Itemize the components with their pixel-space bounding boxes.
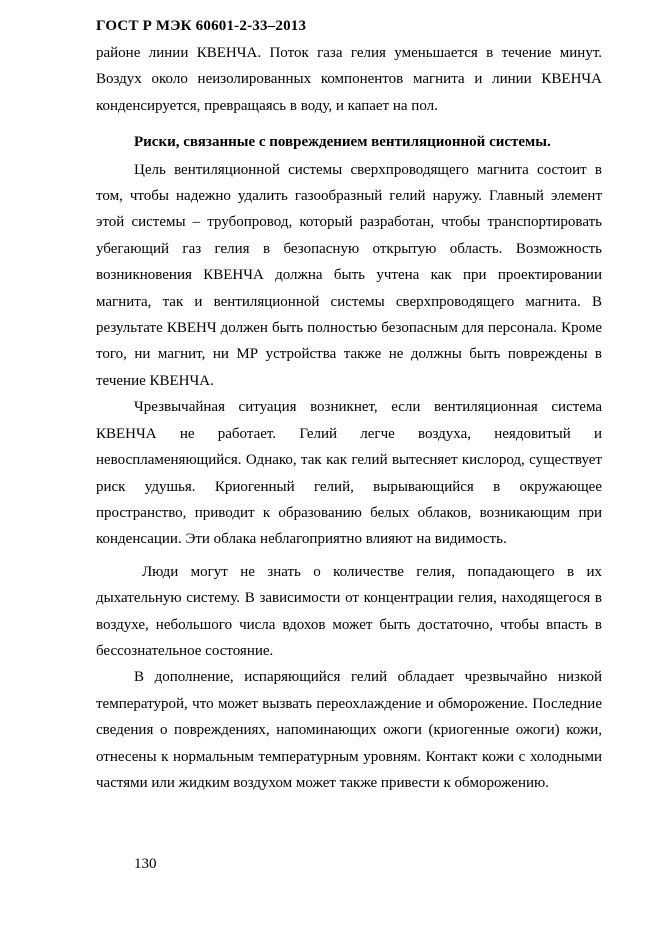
paragraph-2: Чрезвычайная ситуация возникнет, если вентиляционная система КВЕНЧА не работает. Гелий легче воздуха, неядовитый и невоспламеняющийся. Однако, так как гелий вытесняет кислород, существует риск удушья. Криогенный гелий, вырывающийся в окружающее пространство, приводит к образованию белых облаков, возникающим при конденсации. Эти облака неблагоприятно влияют на видимость. [96, 399, 602, 548]
page-number: 130 [134, 856, 157, 872]
paragraph-intro: районе линии КВЕНЧА. Поток газа гелия уменьшается в течение минут. Воздух около неизолированных компонентов магнита и линии КВЕНЧА конденсируется, превращаясь в воду, и капает на пол. [96, 45, 602, 114]
document-body [96, 40, 602, 796]
paragraph-3: Люди могут не знать о количестве гелия, попадающего в их дыхательную систему. В зависимости от концентрации гелия, находящегося в воздухе, небольшого числа вдохов может быть достаточно, чтобы впасть в бессознательное состояние. [96, 563, 602, 659]
document-header: ГОСТ Р МЭК 60601-2-33–2013 [96, 18, 307, 34]
paragraph-4: В дополнение, испаряющийся гелий обладает чрезвычайно низкой температурой, что может вызвать переохлаждение и обморожение. Последние сведения о повреждениях, напоминающих ожоги (криогенные ожоги) кожи, отнесены к нормальным температурным уровням. Контакт кожи с холодными частями или жидким воздухом может также привести к обморожению. [96, 669, 602, 791]
section-heading: Риски, связанные с повреждением вентиляционной системы. [134, 134, 551, 151]
paragraph-1: Цель вентиляционной системы сверхпроводящего магнита состоит в том, чтобы надежно удалить газообразный гелий наружу. Главный элемент этой системы – трубопровод, который разработан, чтобы транспортировать убегающий газ гелия в безопасную открытую область. Возможность возникновения КВЕНЧА должна быть учтена как при проектировании магнита, так и вентиляционной системы сверхпроводящего магнита. В результате КВЕНЧ должен быть полностью безопасным для персонала. Кроме того, ни магнит, ни МР устройства также не должны быть повреждены в течение КВЕНЧА. [96, 161, 602, 389]
